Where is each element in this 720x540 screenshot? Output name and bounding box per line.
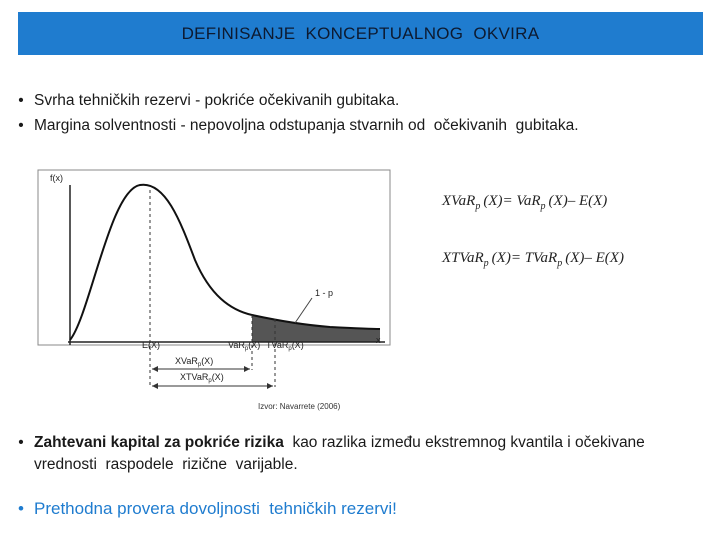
- figure-source: Izvor: Navarrete (2006): [258, 402, 341, 411]
- bullet-icon: •: [18, 117, 24, 134]
- list-item: [8, 432, 708, 476]
- title-banner: [18, 12, 703, 55]
- xvar-arrowhead-right: [244, 366, 250, 372]
- bullet-icon: •: [18, 499, 24, 518]
- xtvar-arrowhead-right: [267, 383, 273, 389]
- bullet-bold-text: Zahtevani kapital za pokriće rizika: [34, 434, 284, 451]
- xvar-label: XVaR$_p$(X): [175, 356, 214, 368]
- xtvar-label: XTVaR$_p$(X): [180, 372, 224, 384]
- list-item: [8, 113, 708, 138]
- formula-xvar: XVaR$_p$ (X)= VaR$_p$ (X)– E(X): [442, 193, 608, 212]
- list-item: [8, 88, 708, 113]
- x-axis-label: x: [376, 335, 381, 345]
- formula-xtvar: XTVaR$_p$ (X)= TVaR$_p$ (X)– E(X): [442, 250, 624, 269]
- plot-frame: [38, 170, 390, 345]
- bullet-text: Margina solventnosti - nepovoljna odstupanja stvarnih od očekivanih gubitaka.: [34, 117, 579, 134]
- distribution-figure: [30, 165, 680, 415]
- xvar-arrowhead-left: [152, 366, 158, 372]
- xtvar-arrowhead-left: [152, 383, 158, 389]
- bullet-icon: •: [18, 92, 24, 109]
- bullet-text: Prethodna provera dovoljnosti tehničkih rezervi!: [34, 499, 397, 518]
- ex-label: E(X): [142, 340, 160, 350]
- tail-label: 1 - p: [315, 288, 334, 298]
- var-label: VaR$_p$(X): [228, 340, 261, 352]
- bullet-text: [34, 432, 684, 476]
- final-bullet: [8, 497, 708, 521]
- density-plot: [30, 165, 680, 415]
- tvar-label: TVaR$_p$(X): [266, 340, 304, 352]
- bullet-icon: •: [18, 434, 24, 451]
- y-axis-label: f(x): [50, 173, 63, 183]
- bullet-rest-text: kao razlika između ekstremnog kvantila i očekivane vrednosti raspodele rizične varijable.: [34, 434, 654, 473]
- capital-bullet: [8, 432, 708, 476]
- slide-title: DEFINISANJE KONCEPTUALNOG OKVIRA: [181, 23, 540, 43]
- bullet-text: Svrha tehničkih rezervi - pokriće očekivanih gubitaka.: [34, 92, 400, 109]
- top-bullet-list: [8, 88, 708, 138]
